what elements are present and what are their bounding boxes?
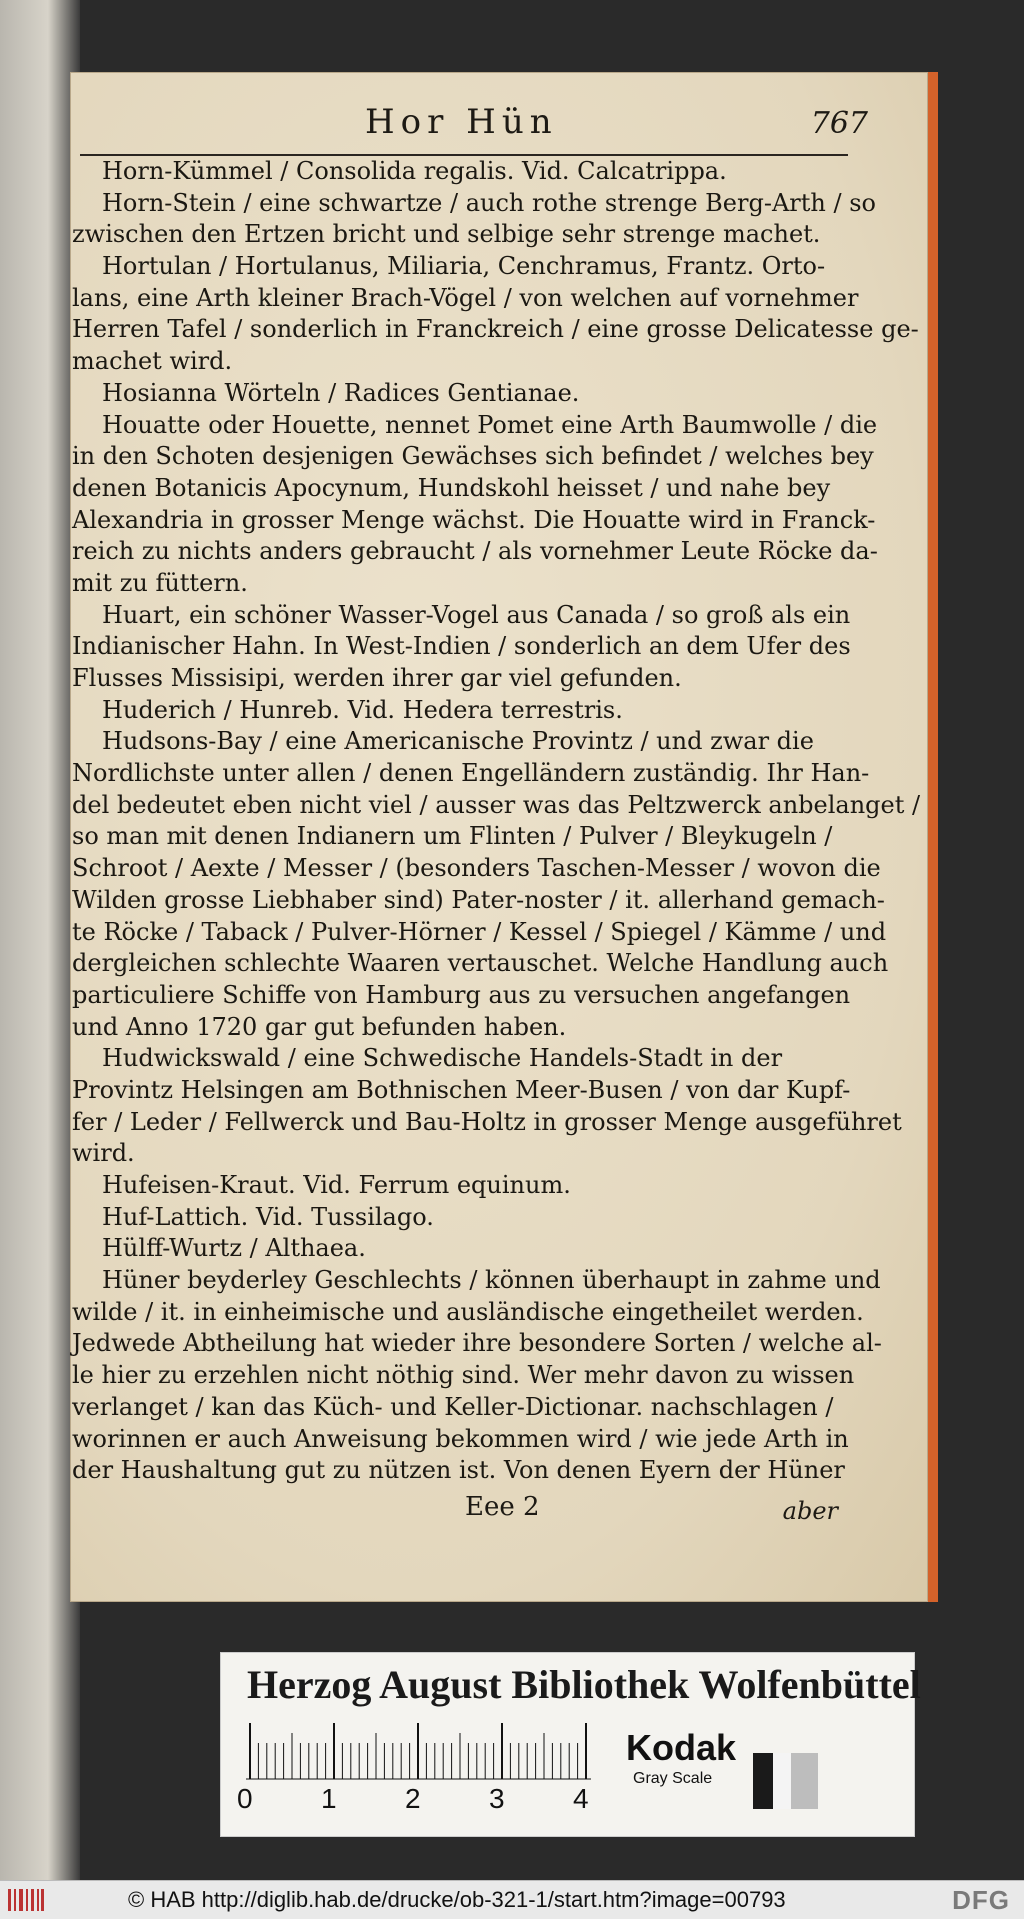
text-line: te Röcke / Taback / Pulver-Hörner / Kessel / Spiegel / Kämme / und xyxy=(72,917,887,946)
ruler-number: 3 xyxy=(489,1783,505,1814)
text-line: Hudsons-Bay / eine Americanische Provintz / und zwar die xyxy=(102,727,814,756)
text-line: wird. xyxy=(72,1139,135,1168)
source-link[interactable]: © HAB http://diglib.hab.de/drucke/ob-321-1/start.htm?image=00793 xyxy=(128,1887,786,1912)
page-number: 767 xyxy=(810,106,868,141)
signature-mark: Eee 2 xyxy=(465,1492,540,1522)
previous-page-edge xyxy=(0,0,80,1880)
text-line: Provintz Helsingen am Bothnischen Meer-Busen / von dar Kupf- xyxy=(72,1075,851,1104)
ruler-number: 0 xyxy=(237,1783,253,1814)
text-line: denen Botanicis Apocynum, Hundskohl heisset / und nahe bey xyxy=(72,473,831,502)
text-line: Flusses Missisipi, werden ihrer gar viel gefunden. xyxy=(72,664,682,692)
page-text xyxy=(72,156,921,1487)
text-line: Hortulan / Hortulanus, Miliaria, Cenchramus, Frantz. Orto- xyxy=(102,252,826,281)
text-line: Hufeisen-Kraut. Vid. Ferrum equinum. xyxy=(102,1171,571,1199)
library-name: Herzog August Bibliothek Wolfenbüttel xyxy=(247,1662,921,1707)
gray-scale-label: Gray Scale xyxy=(633,1770,713,1787)
text-line: Horn-Stein / eine schwartze / auch rothe strenge Berg-Arth / so xyxy=(102,188,876,217)
running-head: Hor Hün xyxy=(365,102,558,142)
ruler-number: 2 xyxy=(405,1783,421,1814)
text-line: dergleichen schlechte Waaren vertauschet. Welche Handlung auch xyxy=(72,949,889,978)
viewer-footer xyxy=(0,1880,1024,1919)
text-line: und Anno 1720 gar gut befunden haben. xyxy=(72,1012,567,1041)
text-line: machet wird. xyxy=(72,347,233,376)
text-line: Huf-Lattich. Vid. Tussilago. xyxy=(102,1202,434,1231)
text-line: Hosianna Wörteln / Radices Gentianae. xyxy=(102,378,580,407)
text-line: Houatte oder Houette, nennet Pomet eine Arth Baumwolle / die xyxy=(102,410,878,439)
book-page xyxy=(70,72,938,1602)
text-line: Hudwickswald / eine Schwedische Handels-Stadt in der xyxy=(102,1044,783,1073)
text-line: Hülff-Wurtz / Althaea. xyxy=(102,1234,366,1263)
text-line: wilde / it. in einheimische und ausländische eingetheilet werden. xyxy=(72,1297,864,1326)
color-checker-card xyxy=(220,1652,921,1837)
text-line: Indianischer Hahn. In West-Indien / sonderlich an dem Ufer des xyxy=(72,632,851,661)
barcode-icon xyxy=(6,1887,46,1913)
text-line: mit zu füttern. xyxy=(72,568,248,597)
text-line: zwischen den Ertzen bricht und selbige sehr strenge machet. xyxy=(72,220,821,249)
text-line: particuliere Schiffe von Hamburg aus zu versuchen angefangen xyxy=(72,980,851,1009)
text-line: Herren Tafel / sonderlich in Franckreich / eine grosse Delicatesse ge- xyxy=(72,315,919,344)
text-line: worinnen er auch Anweisung bekommen wird / wie jede Arth in xyxy=(72,1424,849,1453)
text-line: le hier zu erzehlen nicht nöthig sind. Wer mehr davon zu wissen xyxy=(72,1361,855,1390)
ruler-number: 1 xyxy=(321,1783,337,1814)
text-line: Wilden grosse Liebhaber sind) Pater-noster / it. allerhand gemach- xyxy=(72,885,885,914)
text-line: del bedeutet eben nicht viel / ausser was das Peltzwerck anbelanget / xyxy=(72,790,921,819)
text-line: Nordlichste unter allen / denen Engelländern zuständig. Ihr Han- xyxy=(72,759,870,788)
text-line: Alexandria in grosser Menge wächst. Die Houatte wird in Franck- xyxy=(72,505,876,534)
text-line: Jedwede Abtheilung hat wieder ihre besondere Sorten / welche al- xyxy=(72,1329,882,1358)
ruler-icon xyxy=(246,1721,591,1781)
kodak-logo: Kodak xyxy=(626,1727,737,1768)
ruler-numbers xyxy=(237,1783,597,1813)
text-line: in den Schoten desjenigen Gewächses sich befindet / welches bey xyxy=(72,442,874,471)
text-line: Schroot / Aexte / Messer / (besonders Taschen-Messer / wovon die xyxy=(72,854,881,883)
text-line: Hüner beyderley Geschlechts / können überhaupt in zahme und xyxy=(102,1266,881,1295)
text-line: Huderich / Hunreb. Vid. Hedera terrestris. xyxy=(102,695,623,724)
text-line: reich zu nichts anders gebraucht / als vornehmer Leute Röcke da- xyxy=(72,537,878,566)
gray-swatch-icon xyxy=(753,1753,818,1809)
text-line: der Haushaltung gut zu nützen ist. Von denen Eyern der Hüner xyxy=(72,1456,845,1485)
catchword: aber xyxy=(782,1497,838,1525)
page-header xyxy=(70,102,928,142)
text-line: lans, eine Arth kleiner Brach-Vögel / von welchen auf vornehmer xyxy=(72,283,859,312)
text-line: Huart, ein schöner Wasser-Vogel aus Canada / so groß als ein xyxy=(102,600,851,629)
text-line: verlanget / kan das Küch- und Keller-Dictionar. nachschlagen / xyxy=(72,1392,834,1421)
text-line: fer / Leder / Fellwerck und Bau-Holtz in grosser Menge ausgeführet xyxy=(72,1107,902,1136)
dfg-logo: DFG xyxy=(952,1885,1010,1915)
ruler-number: 4 xyxy=(573,1783,589,1814)
text-line: so man mit denen Indianern um Flinten / Pulver / Bleykugeln / xyxy=(72,822,833,851)
text-line: Horn-Kümmel / Consolida regalis. Vid. Calcatrippa. xyxy=(102,157,727,185)
